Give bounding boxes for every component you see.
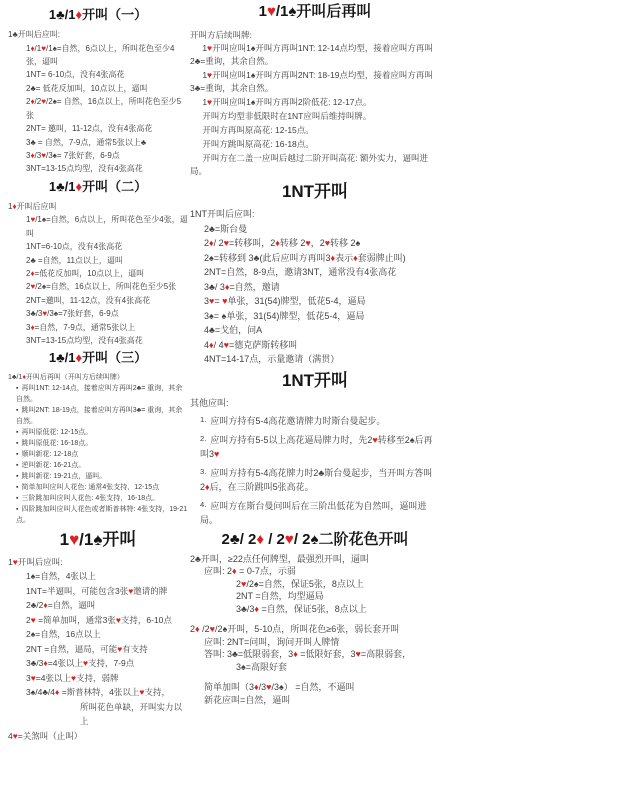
doc-line-text: 简单加叫（3♦/3♥/3♠） =自然，不逼叫: [204, 682, 355, 692]
doc-line-text: 2♣=斯台曼: [204, 223, 248, 234]
doc-line-text: 4NT=14-17点，示量邀请（满贯）: [204, 354, 340, 364]
red-suit-symbol: ♦: [30, 43, 35, 53]
red-suit-symbol: ♥: [372, 434, 378, 445]
doc-line: [190, 352, 440, 367]
doc-line-text: 1NT开叫后应叫:: [190, 209, 255, 219]
doc-line-text: 2♣ =自然，11点以上，逼叫: [26, 255, 123, 265]
doc-line-text: 1♥开叫后应叫:: [8, 556, 63, 567]
doc-line-text: 3♦=自然，7-9点，通常5张以上: [26, 322, 136, 332]
red-suit-symbol: ♥: [41, 150, 46, 160]
doc-line: [190, 498, 440, 528]
doc-line-text: 跳叫2NT: 18-19点，接着应叫方再叫3♣= 重询，其余自然。: [16, 406, 183, 425]
section-title: 1NT开叫: [281, 370, 349, 390]
doc-line: [8, 729, 188, 744]
number-marker: 3.: [200, 466, 207, 476]
red-suit-symbol: ♦: [195, 624, 200, 634]
doc-line-text: 答叫: 3♣=低限弱套，3♦ =低限好套，3♥=高限弱套，: [204, 649, 412, 659]
doc-line: [190, 265, 440, 280]
doc-line-text: 应叫: 2♦ = 0-7点，示弱: [204, 566, 296, 576]
section-1club-1diamond-opening-1: [8, 7, 188, 176]
red-suit-symbol: ♥: [355, 649, 361, 659]
red-suit-symbol: ♥: [324, 238, 331, 248]
doc-line: [8, 42, 188, 69]
doc-line: [8, 321, 188, 334]
doc-line: [190, 222, 440, 237]
red-suit-symbol: ♥: [30, 614, 36, 625]
doc-line: [8, 642, 188, 657]
doc-line: [190, 96, 440, 109]
doc-line: [190, 396, 440, 411]
doc-line: [190, 42, 440, 68]
doc-line: [8, 95, 188, 122]
doc-line: [8, 149, 188, 162]
doc-line-text: 2♦/2♥/2♠= 自然，16点以上，所叫花色至少5张: [26, 97, 182, 120]
red-suit-symbol: ♥: [70, 672, 77, 683]
doc-line-text: 3♣/3♥/3♠=7张好套，6-9点: [26, 309, 119, 319]
doc-line: [190, 124, 440, 137]
doc-line: [8, 280, 188, 293]
number-marker: 4.: [200, 499, 207, 509]
doc-line: [190, 29, 440, 42]
doc-line-text: 2♦/ 2♥=转移叫，2♦转移 2♥，2♥转移 2♠: [204, 238, 361, 248]
doc-line-text: 1♥/1♠=自然，6点以上，所叫花色至少4张，逼叫: [26, 215, 188, 238]
doc-line: [8, 438, 188, 449]
doc-line: [8, 671, 188, 686]
doc-line: [190, 590, 440, 603]
doc-line-text: 2NT=邀叫，11-12点，没有4张高花: [26, 295, 151, 305]
doc-line: [8, 449, 188, 460]
doc-line-text: 再叫原低花: 12-15点。: [21, 428, 93, 436]
doc-line: [8, 471, 188, 482]
doc-line: [8, 240, 188, 253]
doc-line-text: 3♠/4♣/4♦ =斯普林特，4张以上♥支持，: [26, 687, 170, 698]
doc-line-text: 1♣/1♦开叫后再叫（开叫方后续叫牌）: [8, 373, 124, 381]
doc-line-text: 开叫方后续叫牌:: [190, 29, 252, 40]
doc-line-text: 新花应叫=自然，逼叫: [204, 694, 291, 705]
doc-line-text: 其他应叫:: [190, 397, 229, 408]
red-suit-symbol: ♥: [82, 658, 88, 669]
red-suit-symbol: ♥: [69, 529, 80, 549]
red-suit-symbol: ♥: [305, 238, 311, 248]
red-suit-symbol: ♥: [207, 42, 213, 53]
red-suit-symbol: ♥: [207, 69, 213, 80]
doc-line-text: 1NT= 6-10点，没有4张高花: [26, 70, 125, 80]
doc-line: [8, 82, 188, 95]
doc-line-text: 2♣开叫，≥22点任何牌型，最强烈开叫，逼叫: [190, 553, 369, 564]
red-suit-symbol: ♦: [30, 322, 35, 332]
section-title: 2♣/ 2♦ / 2♥/ 2♠二阶花色开叫: [221, 530, 409, 548]
doc-line-text: 1NT=6-10点，没有4张高花: [26, 242, 123, 252]
red-suit-symbol: ♦: [224, 281, 230, 292]
red-suit-symbol: ♦: [256, 530, 265, 548]
doc-line: [8, 383, 188, 405]
doc-line-text: 1♣开叫后应叫:: [8, 30, 60, 40]
doc-line-text: 应叫方持有5-5以上高花逼局牌力时，先2♥转移至2♠后再叫3♥: [200, 434, 433, 460]
doc-line: [190, 110, 440, 123]
section-body: [8, 555, 188, 744]
doc-line: [190, 338, 440, 353]
doc-line: [8, 482, 188, 493]
section-body: [8, 372, 188, 526]
section-1nt-opening-responses: [190, 181, 440, 367]
doc-line-text: 应叫方持有5-4高花邀请牌力时斯台曼起步。: [210, 416, 386, 427]
doc-line-text: 2♠=转移到 3♣(此后应叫方再叫3♦表示♦套弱牌止叫): [204, 252, 406, 263]
doc-line-text: 应叫: 2NT=问叫，询问开叫人牌情: [204, 636, 340, 647]
red-suit-symbol: ♦: [254, 603, 260, 614]
doc-line: [8, 372, 188, 383]
section-title: 1♣/1♦开叫（二）: [48, 178, 148, 194]
red-suit-symbol: ♥: [266, 3, 276, 20]
doc-line-text: 3♥= ♥单张，31(54)牌型，低花5-4，逼局: [204, 296, 366, 306]
doc-line-text: 开叫方再叫原高花: 12-15点。: [202, 124, 314, 135]
doc-line: [8, 28, 188, 41]
doc-line: [8, 307, 188, 320]
doc-line-text: 4♦/ 4♥=德克萨斯转移叫: [204, 339, 298, 350]
doc-line: [8, 627, 188, 642]
red-suit-symbol: ♦: [30, 150, 35, 160]
doc-line-text: 1♦开叫后应叫: [8, 201, 57, 211]
left-column: [8, 4, 188, 745]
doc-line: [190, 623, 440, 636]
red-suit-symbol: ♦: [353, 252, 358, 263]
doc-line: [190, 553, 440, 566]
right-column: [190, 0, 440, 708]
doc-line-text: 2NT=自然，8-9点，邀请3NT，通常没有4张高花: [204, 267, 397, 277]
doc-line: [8, 267, 188, 280]
doc-line-text: 3♣/ 3♦=自然，邀请: [204, 281, 280, 292]
bullet-marker: ▪: [16, 439, 19, 447]
section-body: [190, 396, 440, 528]
section-1heart-1spade-rebids: [190, 3, 440, 178]
doc-line-text: 2NT =自然，均型逼局: [236, 591, 324, 601]
doc-line: [8, 427, 188, 438]
doc-line-text: 2♥/2♠=自然，保证5张，8点以上: [236, 578, 364, 589]
section-1nt-opening-other-responses: [190, 370, 440, 528]
doc-line-text: 开叫方均型非低限时在1NT应叫后维持叫牌。: [202, 110, 372, 121]
doc-line-text: 2NT= 邀叫，11-12点，没有4张高花: [26, 124, 153, 134]
doc-line-text: 2♣/2♦=自然，逼叫: [26, 600, 96, 611]
red-suit-symbol: ♥: [223, 339, 229, 350]
doc-line: [8, 334, 188, 347]
doc-line-text: 1♥开叫应叫1♠开叫方再叫2阶低花: 12-17点。: [202, 96, 372, 107]
doc-line: [190, 636, 440, 649]
number-marker: 2.: [200, 433, 207, 443]
doc-line: [190, 152, 440, 178]
red-suit-symbol: ♥: [117, 643, 123, 654]
doc-line-text: 简单加叫应叫人花色: 通常4张支持，12-15点: [21, 483, 160, 491]
doc-line-text: 2♥/2♠=自然，16点以上，所叫花色至少5张: [26, 282, 177, 292]
doc-line-text: 3♣ = 自然，7-9点，通常5张以上♣: [26, 137, 147, 147]
red-suit-symbol: ♦: [43, 658, 48, 669]
red-suit-symbol: ♦: [275, 238, 280, 248]
doc-line-text: 跳叫原低花: 16-18点。: [21, 439, 93, 447]
red-suit-symbol: ♦: [75, 7, 83, 22]
section-body: [190, 207, 440, 367]
doc-line: [190, 280, 440, 295]
doc-line: [190, 432, 440, 462]
doc-line-text: 开叫方跳叫原高花: 16-18点。: [202, 138, 314, 149]
section-title: 1♥/1♠开叫后再叫: [258, 3, 372, 20]
bullet-marker: ▪: [16, 461, 19, 469]
doc-line-text: 3♣/3♦ =自然，保证5张，8点以上: [236, 603, 367, 614]
doc-line: [8, 136, 188, 149]
doc-line-text: 1♦/1♥/1♠=自然，6点以上，所叫花色至少4张，逼叫: [26, 43, 175, 67]
doc-line-text: 应叫方在斯台曼问叫后在三阶出低花为自然叫，逼叫进局。: [200, 500, 427, 526]
bullet-marker: ▪: [16, 428, 19, 436]
doc-line: [190, 251, 440, 266]
red-suit-symbol: ♥: [128, 585, 134, 596]
doc-line: [8, 569, 188, 584]
section-1heart-1spade-opening: [8, 529, 188, 744]
section-title: 1NT开叫: [281, 181, 349, 201]
red-suit-symbol: ♦: [22, 373, 26, 381]
doc-line-text: 2♠=自然，16点以上: [26, 629, 101, 640]
red-suit-symbol: ♥: [284, 530, 294, 548]
red-suit-symbol: ♦: [209, 339, 214, 350]
section-1club-1diamond-opening-3: [8, 350, 188, 525]
doc-line: [190, 69, 440, 95]
doc-line: [8, 493, 188, 504]
doc-line: [190, 648, 440, 661]
doc-line: [8, 122, 188, 135]
doc-line: [190, 236, 440, 251]
doc-line: [190, 309, 440, 324]
doc-line: [190, 138, 440, 151]
number-marker: 1.: [200, 415, 207, 425]
doc-line-text: 3♠=高限好套: [236, 661, 288, 672]
doc-line-text: 3♥=4张以上♥支持，弱牌: [26, 672, 119, 683]
section-body: [8, 28, 188, 175]
red-suit-symbol: ♦: [254, 682, 259, 692]
doc-line: [190, 323, 440, 338]
doc-line: [8, 162, 188, 175]
bullet-marker: ▪: [16, 483, 19, 491]
doc-line: [8, 405, 188, 427]
doc-line: [8, 213, 188, 240]
doc-line-text: 再叫1NT: 12-14点，接着应叫方再叫2♣= 重询，其余自然。: [16, 384, 183, 403]
red-suit-symbol: ♥: [41, 43, 46, 53]
doc-line: [190, 681, 440, 694]
doc-line: [190, 694, 440, 707]
section-body: [190, 553, 440, 707]
doc-line: [8, 700, 188, 729]
red-suit-symbol: ♥: [30, 672, 36, 683]
red-suit-symbol: ♥: [209, 624, 215, 634]
doc-line-text: 4♣=戈伯，问A: [204, 325, 263, 335]
doc-line-text: 1♥开叫应叫1♠开叫方再叫2NT: 18-19点均型，接着应叫方再叫3♣=重询，其余自然。: [190, 69, 433, 93]
section-body: [8, 200, 188, 347]
doc-line-text: 顺叫新花: 12-18点: [21, 450, 79, 458]
doc-line-text: 2♥ =简单加叫，通常3张♥支持，6-10点: [26, 614, 172, 625]
doc-line-text: 开叫方在二盖一应叫后越过二阶开叫高花: 额外实力，逼叫进局。: [190, 152, 429, 176]
bullet-marker: ▪: [16, 450, 19, 458]
doc-line-text: 4♥=关煞叫（止叫）: [8, 730, 83, 741]
section-body: [190, 29, 440, 178]
doc-line: [8, 613, 188, 628]
bullet-marker: ▪: [16, 406, 19, 414]
red-suit-symbol: ♥: [12, 556, 18, 567]
red-suit-symbol: ♥: [30, 282, 36, 292]
bullet-marker: ▪: [16, 494, 19, 502]
doc-line-text: 所叫花色单缺，开叫实力以上: [80, 701, 183, 727]
doc-line-text: 2NT =自然，逼局，可能♥有支持: [26, 643, 148, 654]
doc-line: [190, 413, 440, 429]
red-suit-symbol: ♦: [75, 350, 83, 366]
red-suit-symbol: ♥: [209, 296, 215, 306]
doc-line: [8, 460, 188, 471]
red-suit-symbol: ♦: [293, 649, 298, 659]
red-suit-symbol: ♥: [266, 682, 272, 692]
doc-line: [190, 661, 440, 674]
doc-line: [8, 555, 188, 570]
doc-line-text: 2♦ /2♥/2♠开叫，5-10点，所叫花色≥6张，弱长套开叫: [190, 624, 400, 634]
bullet-marker: ▪: [16, 472, 19, 480]
doc-line: [190, 578, 440, 591]
doc-line-text: 3♦/3♥/3♠= 7张好套，6-9点: [26, 150, 120, 160]
doc-line: [8, 294, 188, 307]
red-suit-symbol: ♥: [139, 687, 145, 698]
doc-line: [8, 685, 188, 700]
red-suit-symbol: ♥: [41, 97, 46, 107]
doc-line: [190, 603, 440, 616]
red-suit-symbol: ♥: [222, 296, 228, 306]
red-suit-symbol: ♥: [214, 449, 220, 460]
doc-line: [190, 565, 440, 578]
red-suit-symbol: ♦: [330, 252, 336, 263]
section-1club-1diamond-opening-2: [8, 179, 188, 348]
red-suit-symbol: ♦: [209, 238, 214, 248]
doc-line-text: 跳叫新花: 19-21点，逼叫。: [21, 472, 107, 480]
red-suit-symbol: ♦: [205, 482, 210, 493]
red-suit-symbol: ♥: [115, 614, 121, 625]
red-suit-symbol: ♦: [43, 600, 48, 611]
doc-line: [8, 584, 188, 599]
red-suit-symbol: ♦: [30, 269, 35, 278]
doc-line-text: 1NT=半逼叫，可能包含3张♥邀请的牌: [26, 585, 168, 596]
doc-line: [190, 207, 440, 222]
red-suit-symbol: ♦: [75, 178, 83, 194]
red-suit-symbol: ♥: [12, 730, 18, 741]
red-suit-symbol: ♦: [12, 201, 17, 211]
doc-line: [8, 656, 188, 671]
doc-line-text: 三阶跳加叫应叫人花色: 4张支持，16-18点。: [21, 494, 160, 502]
section-title: 1♣/1♦开叫（一）: [48, 7, 148, 22]
doc-line-text: 四阶跳加叫应叫人花色或者斯普林特: 4张支持，19-21点。: [16, 505, 188, 524]
doc-line: [8, 598, 188, 613]
doc-line-text: 1♠=自然，4张以上: [26, 571, 96, 582]
section-title: 1♥/1♠开叫: [59, 529, 137, 549]
doc-line: [190, 294, 440, 309]
doc-line: [8, 68, 188, 81]
doc-line-text: 1♥开叫应叫1♠开叫方再叫1NT: 12-14点均型，接着应叫方再叫2♣=重询，其余自然。: [190, 42, 433, 66]
bullet-marker: ▪: [16, 384, 19, 392]
doc-line-text: 3♣/3♦=4张以上♥支持，7-9点: [26, 658, 135, 669]
doc-line: [190, 465, 440, 495]
red-suit-symbol: ♦: [232, 566, 237, 576]
section-two-level-suit-openings: [190, 531, 440, 706]
red-suit-symbol: ♦: [30, 97, 35, 107]
bullet-marker: ▪: [16, 505, 19, 513]
doc-line-text: 2♣= 低花反加叫，10点以上，逼叫: [26, 83, 148, 93]
red-suit-symbol: ♥: [223, 238, 229, 248]
red-suit-symbol: ♥: [207, 96, 213, 107]
red-suit-symbol: ♥: [42, 309, 48, 319]
doc-line-text: 应叫方持有5-4高花牌力时2♣斯台曼起步，当开叫方答叫2♦后，在三阶跳叫5张高花。: [200, 467, 433, 493]
doc-line-text: 3NT=13-15点均型，没有4张高花: [26, 336, 143, 346]
doc-line-text: 2♦=低花反加叫，10点以上，逼叫: [26, 269, 145, 278]
red-suit-symbol: ♥: [30, 215, 36, 225]
red-suit-symbol: ♥: [241, 578, 247, 589]
doc-line: [8, 200, 188, 213]
red-suit-symbol: ♦: [55, 687, 60, 698]
doc-line-text: 逆叫新花: 16-21点。: [21, 461, 86, 469]
doc-line-text: 3♠= ♠单张，31(54)牌型，低花5-4，逼局: [204, 310, 365, 321]
doc-line: [8, 254, 188, 267]
section-title: 1♣/1♦开叫（三）: [48, 350, 148, 366]
doc-line: [8, 504, 188, 526]
doc-line-text: 3NT=13-15点均型，没有4张高花: [26, 164, 143, 174]
